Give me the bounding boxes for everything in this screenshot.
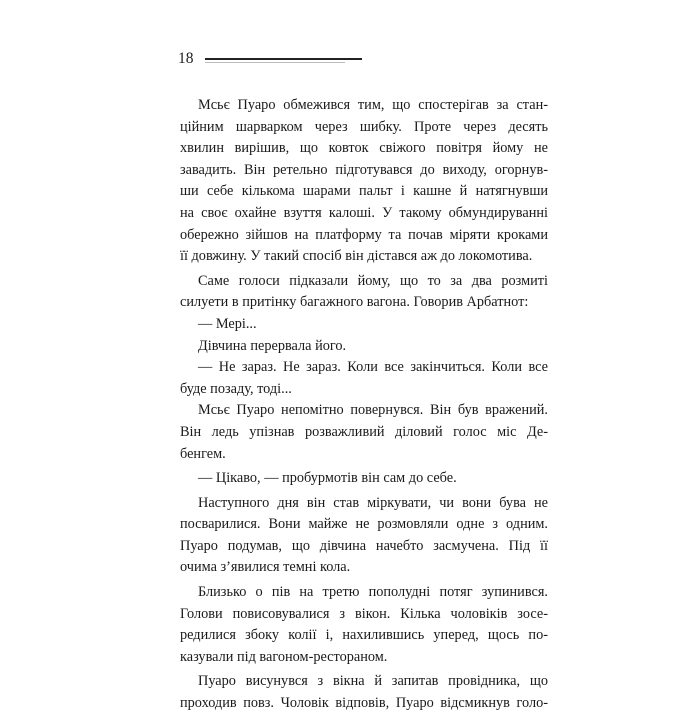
text-line: Мсьє Пуаро обмежився тим, що спостерігав за стан- (198, 97, 548, 113)
text-line: Саме голоси підказали йому, що то за два розмиті (198, 272, 548, 289)
text-line: завадить. Він ретельно підготувався до виходу, огорнув- (180, 161, 548, 178)
text-line: ційним шарварком через шибку. Проте через десять (180, 118, 548, 135)
text-line: Мсьє Пуаро непомітно повернувся. Він був вражений. (198, 402, 548, 419)
text-line: ши себе кількома шарами пальт і кашне й натягнувши (180, 183, 548, 200)
page-number: 18 (178, 50, 194, 67)
text-line: на своє охайне взуття калоші. У такому обмундируванні (180, 204, 548, 221)
text-line: редилися збоку колії і, нахилившись уперед, щось по- (180, 627, 548, 644)
text-line: Пуаро подумав, що дівчина начебто засмучена. Під її (180, 537, 548, 554)
text-line: — Не зараз. Не зараз. Коли все закінчиться. Коли все (198, 359, 548, 376)
text-line: посварилися. Вони майже не розмовляли одне з одним. (180, 516, 548, 533)
text-line: її довжину. У такий спосіб він дістався аж до локомотива. (180, 248, 533, 265)
text-line: Наступного дня він став міркувати, чи вони бува не (198, 494, 548, 511)
text-line: буде позаду, тоді... (180, 380, 292, 397)
header-rule (205, 58, 362, 60)
body-text (180, 95, 548, 715)
text-line: казували під вагоном-рестораном. (180, 648, 388, 665)
text-line: очима з’явилися темні кола. (180, 559, 351, 576)
text-line: Близько о пів на третю пополудні потяг зупинився. (198, 584, 548, 601)
text-line: обережно зійшов на платформу та почав міряти кроками (180, 226, 548, 243)
text-line: — Мері... (198, 315, 257, 332)
text-line: бенгем. (180, 445, 226, 462)
text-line: — Цікаво, — пробурмотів він сам до себе. (198, 470, 457, 487)
text-line: Голови повисовувалися з вікон. Кілька чоловіків зосе- (180, 605, 548, 622)
text-line: силуети в притінку багажного вагона. Говорив Арбатнот: (180, 294, 529, 311)
text-line: Дівчина перервала його. (198, 337, 347, 354)
text-line: Пуаро висунувся з вікна й запитав провідника, що (198, 673, 548, 690)
text-line: хвилин вирішив, що ковток свіжого повітря йому не (180, 140, 548, 157)
text-line: Він ледь упізнав розважливий діловий голос міс Де- (180, 423, 548, 440)
header-rule-shadow (205, 62, 345, 63)
text-line: проходив повз. Чоловік відповів, Пуаро відсмикнув голо- (180, 695, 548, 712)
